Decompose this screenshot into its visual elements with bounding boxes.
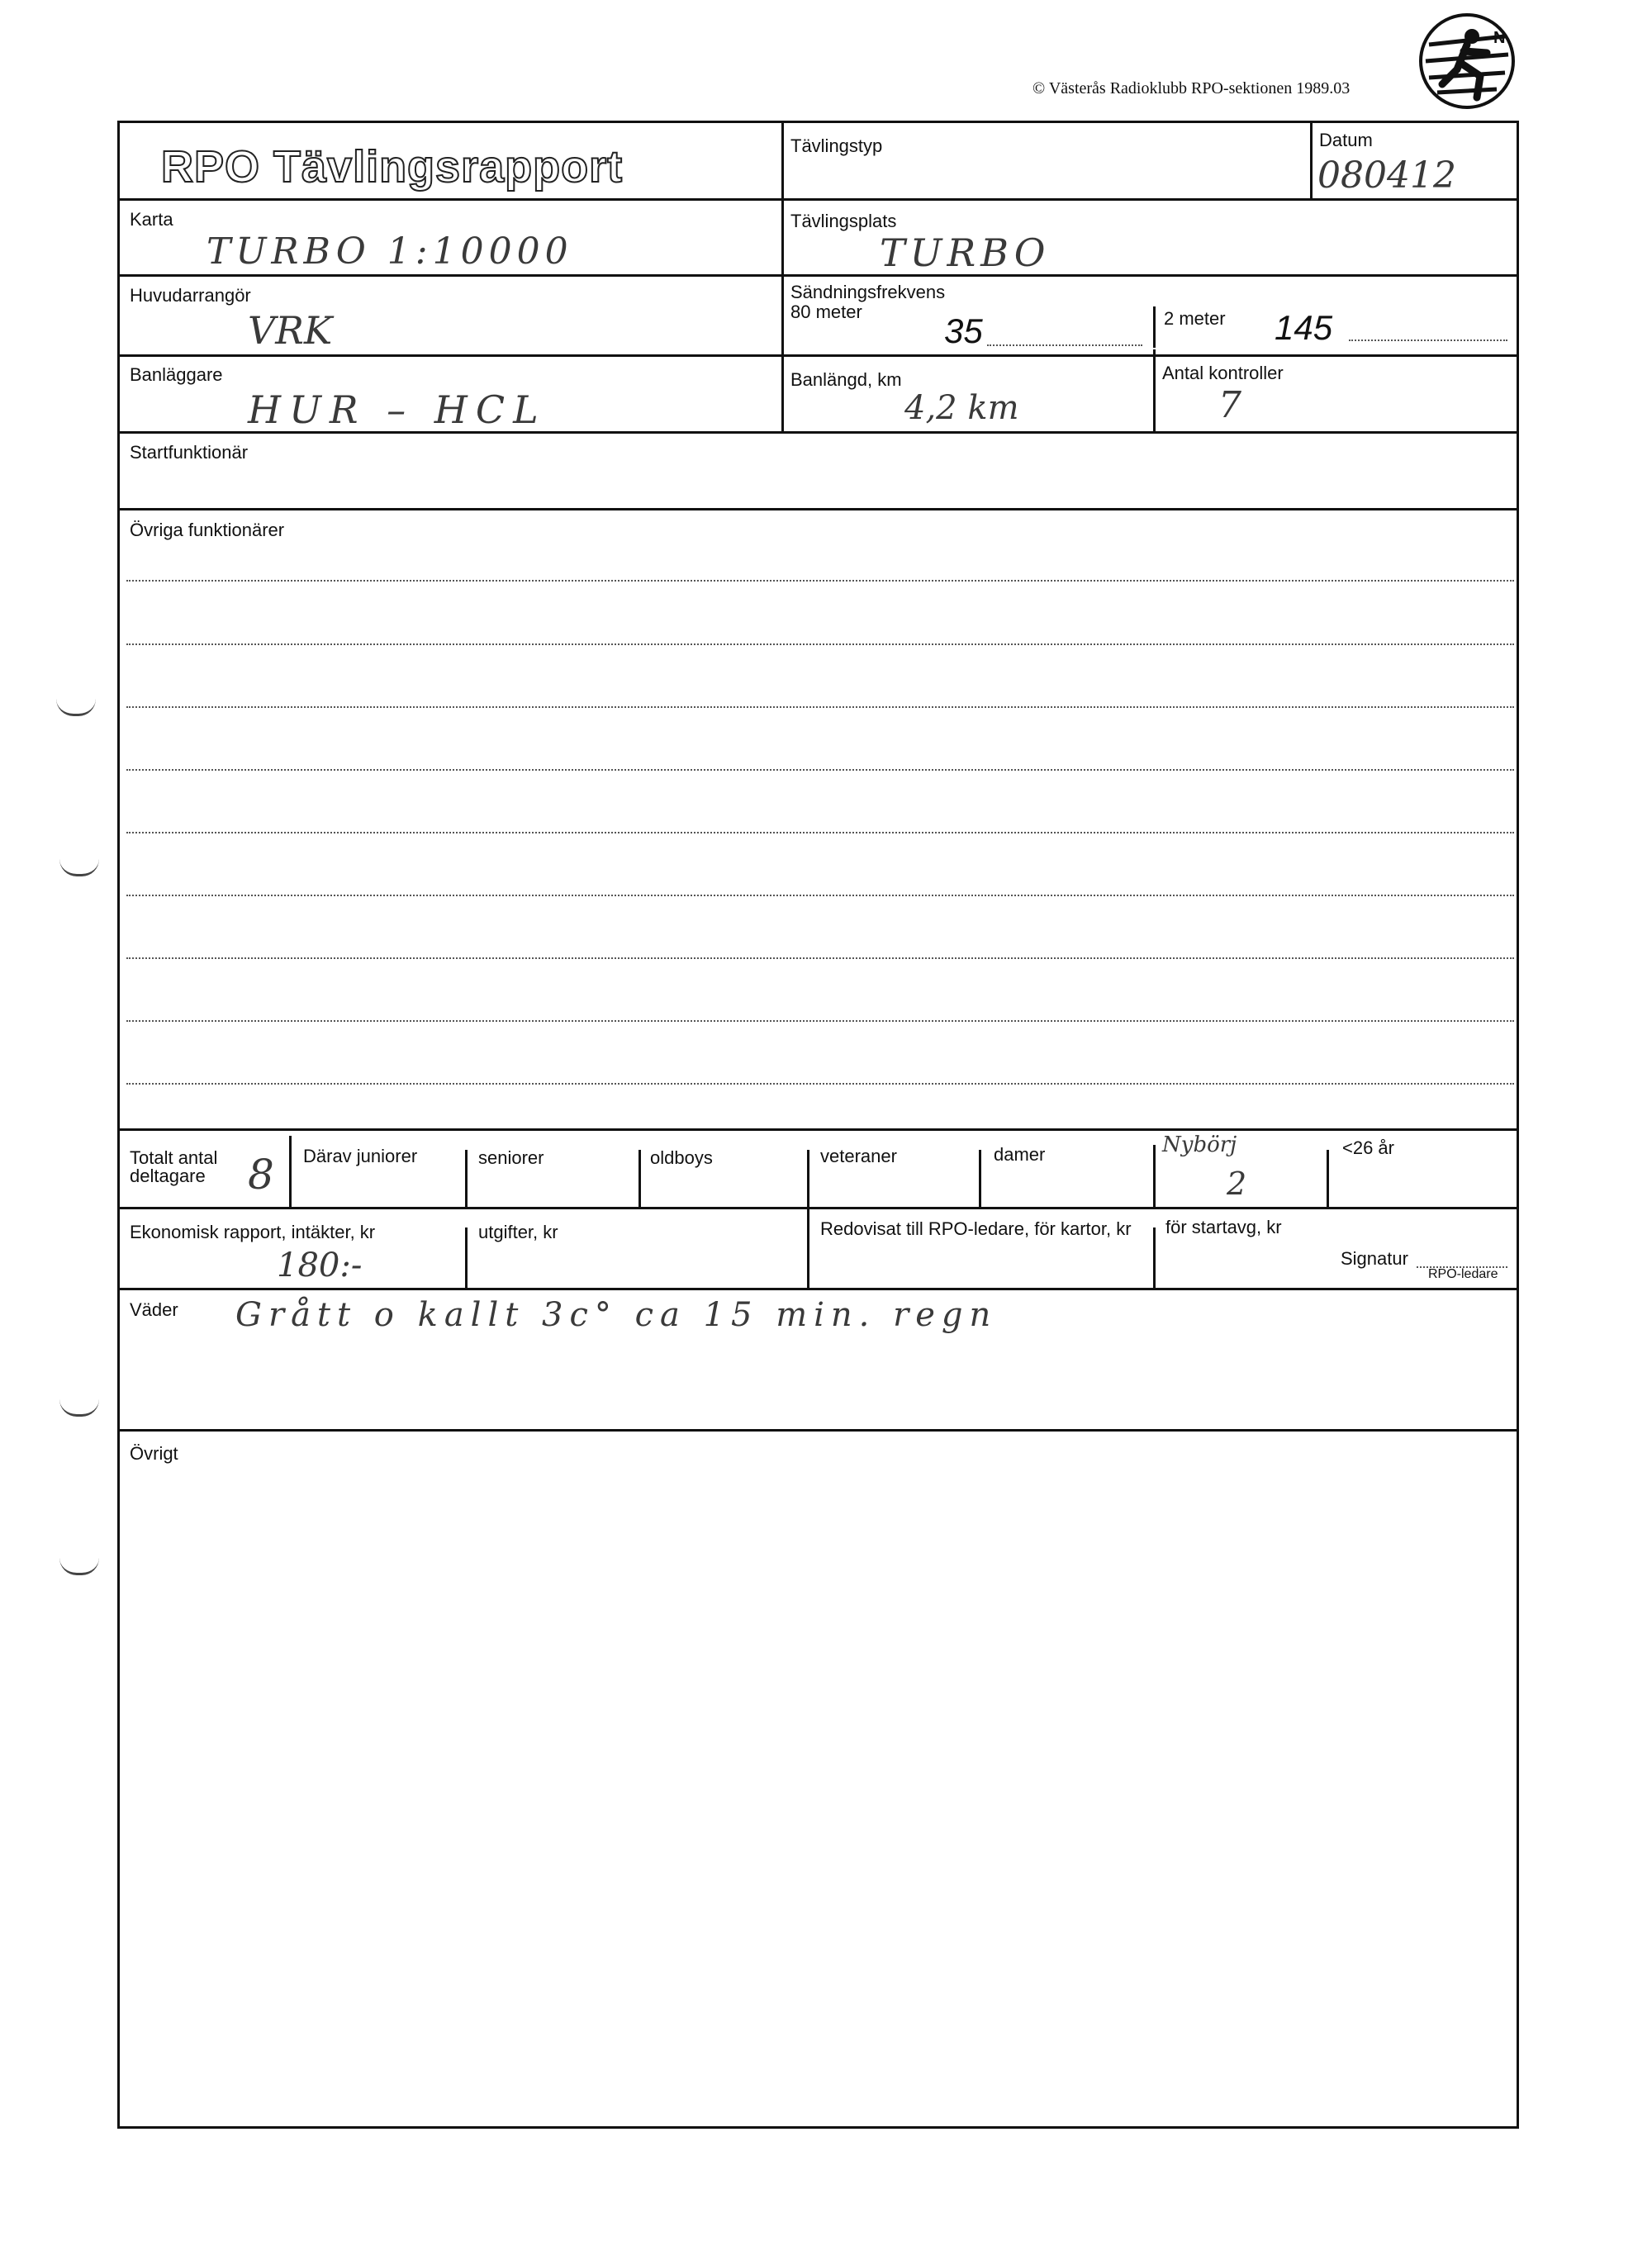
binder-mark: [59, 1558, 99, 1575]
value-datum: 080412: [1317, 154, 1456, 197]
label-ovrigt: Övrigt: [130, 1443, 178, 1464]
value-freq-80m: 35: [944, 311, 983, 350]
label-startfunktionar: Startfunktionär: [130, 442, 249, 463]
label-ekonomisk-rapport: Ekonomisk rapport, intäkter, kr: [130, 1222, 376, 1242]
orienteering-runner-logo-icon: [1417, 12, 1517, 111]
label-huvudarrangor: Huvudarrangör: [130, 285, 251, 306]
label-sandningsfrekvens: Sändningsfrekvens: [790, 282, 946, 302]
label-banlaggare: Banläggare: [130, 364, 223, 385]
label-karta: Karta: [130, 209, 173, 230]
value-totalt-antal: 8: [248, 1151, 274, 1199]
value-nyborjare: 2: [1227, 1166, 1247, 1202]
label-antal-kontroller: Antal kontroller: [1162, 363, 1284, 383]
value-huvudarrangor: VRK: [248, 308, 333, 353]
label-2-meter: 2 meter: [1164, 308, 1226, 329]
label-seniorer: seniorer: [478, 1147, 544, 1168]
copyright-text: © Västerås Radioklubb RPO-sektionen 1989.03: [1032, 79, 1351, 97]
label-redovisat: Redovisat till RPO-ledare, för kartor, kr: [820, 1218, 1132, 1239]
value-banlangd: 4,2 km: [904, 389, 1019, 427]
label-nyborjare: Nybörj: [1162, 1132, 1237, 1157]
label-under-26: <26 år: [1342, 1137, 1394, 1158]
label-rpo-ledare: RPO-ledare: [1428, 1267, 1498, 1281]
label-deltagare: deltagare: [130, 1166, 206, 1186]
value-freq-2m: 145: [1275, 308, 1333, 347]
label-utgifter: utgifter, kr: [478, 1222, 558, 1242]
label-oldboys: oldboys: [650, 1147, 713, 1168]
label-ovriga-funktionarer: Övriga funktionärer: [130, 520, 285, 540]
value-vader: Grått o kallt 3c° ca 15 min. regn: [235, 1296, 998, 1334]
label-veteraner: veteraner: [820, 1146, 897, 1166]
value-intakter: 180:-: [277, 1246, 363, 1284]
label-banlangd: Banlängd, km: [790, 369, 902, 390]
label-for-startavg: för startavg, kr: [1165, 1217, 1282, 1237]
binder-mark: [59, 1399, 99, 1417]
svg-text:N: N: [1493, 29, 1506, 47]
label-vader: Väder: [130, 1299, 178, 1320]
value-banlaggare: HUR – HCL: [248, 387, 547, 432]
binder-mark: [56, 699, 96, 716]
label-tavlingstyp: Tävlingstyp: [790, 135, 883, 156]
value-antal-kontroller: 7: [1218, 384, 1241, 426]
binder-mark: [59, 859, 99, 876]
value-tavlingsplats: TURBO: [880, 230, 1051, 275]
label-tavlingsplats: Tävlingsplats: [790, 211, 897, 231]
form-title: RPO Tävlingsrapport: [161, 142, 624, 192]
value-karta: TURBO 1:10000: [206, 230, 573, 273]
label-totalt-antal: Totalt antal: [130, 1147, 218, 1168]
report-form: [117, 121, 1519, 2129]
label-datum: Datum: [1319, 130, 1373, 150]
label-darav-juniorer: Därav juniorer: [303, 1146, 418, 1166]
label-damer: damer: [994, 1144, 1046, 1165]
label-80-meter: 80 meter: [790, 302, 862, 322]
label-signatur: Signatur: [1341, 1248, 1408, 1269]
